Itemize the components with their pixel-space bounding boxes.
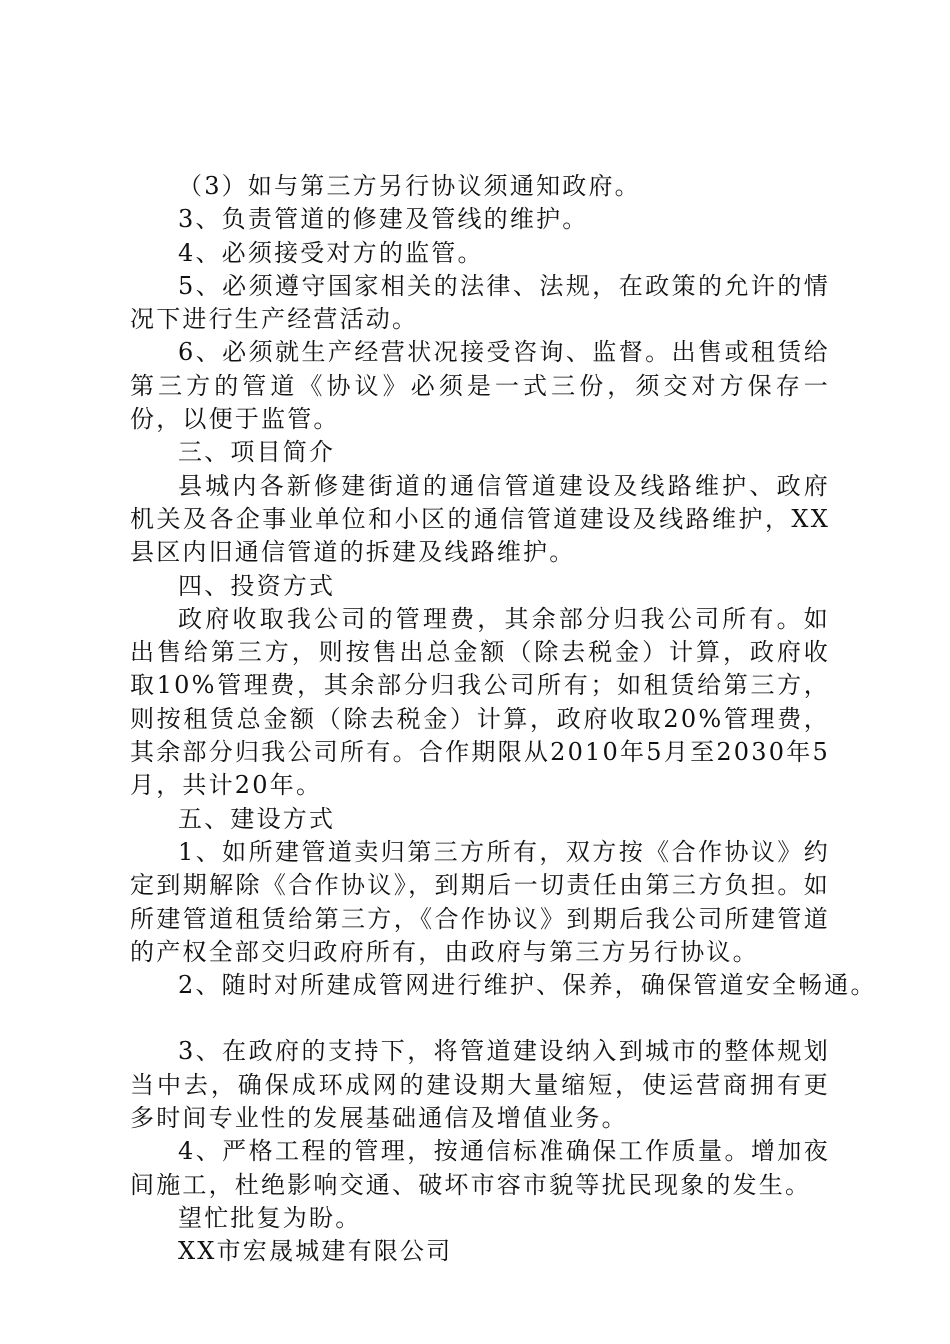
paragraph-clause-5: 5、必须遵守国家相关的法律、法规，在政策的允许的情况下进行生产经营活动。 (130, 271, 830, 334)
paragraph-investment: 政府收取我公司的管理费，其余部分归我公司所有。如出售给第三方，则按售出总金额（除去税金）计算，政府收取10%管理费，其余部分归我公司所有；如租赁给第三方，则按租赁总金额（除去税金）计算，政府收取20%管理费，其余部分归我公司所有。合作期限从2010年5月至2030年5月，共计20年。 (130, 604, 830, 800)
paragraph-construction-1: 1、如所建管道卖归第三方所有，双方按《合作协议》约定到期解除《合作协议》，到期后一切责任由第三方负担。如所建管道租赁给第三方，《合作协议》到期后我公司所建管道的产权全部交归政府所有，由政府与第三方另行协议。 (130, 837, 830, 966)
heading-project-intro: 三、项目简介 (178, 438, 336, 467)
paragraph-clause-3: 3、负责管道的修建及管线的维护。 (178, 205, 589, 234)
heading-construction: 五、建设方式 (178, 804, 336, 833)
blank-line (130, 1002, 830, 1035)
paragraph-clause-3-sub: （3）如与第三方另行协议须通知政府。 (178, 172, 641, 200)
paragraph-construction-3: 3、在政府的支持下，将管道建设纳入到城市的整体规划当中去，确保成环成网的建设期大量缩短，使运营商拥有更多时间专业性的发展基础通信及增值业务。 (130, 1037, 830, 1133)
document-body (130, 170, 877, 1269)
paragraph-closing-request: 望忙批复为盼。 (178, 1203, 362, 1232)
paragraph-construction-2: 2、随时对所建成管网进行维护、保养，确保管道安全畅通。 (178, 971, 877, 1000)
paragraph-project-intro: 县城内各新修建街道的通信管道建设及线路维护、政府机关及各企事业单位和小区的通信管道建设及线路维护，XX县区内旧通信管道的拆建及线路维护。 (130, 471, 830, 567)
paragraph-clause-4: 4、必须接受对方的监管。 (178, 238, 484, 267)
company-signature: XX市宏晟城建有限公司 (178, 1237, 453, 1266)
heading-investment: 四、投资方式 (178, 571, 336, 600)
paragraph-clause-6: 6、必须就生产经营状况接受咨询、监督。出售或租赁给第三方的管道《协议》必须是一式三份，须交对方保存一份，以便于监管。 (130, 338, 830, 434)
paragraph-construction-4: 4、严格工程的管理，按通信标准确保工作质量。增加夜间施工，杜绝影响交通、破坏市容市貌等扰民现象的发生。 (130, 1137, 830, 1199)
